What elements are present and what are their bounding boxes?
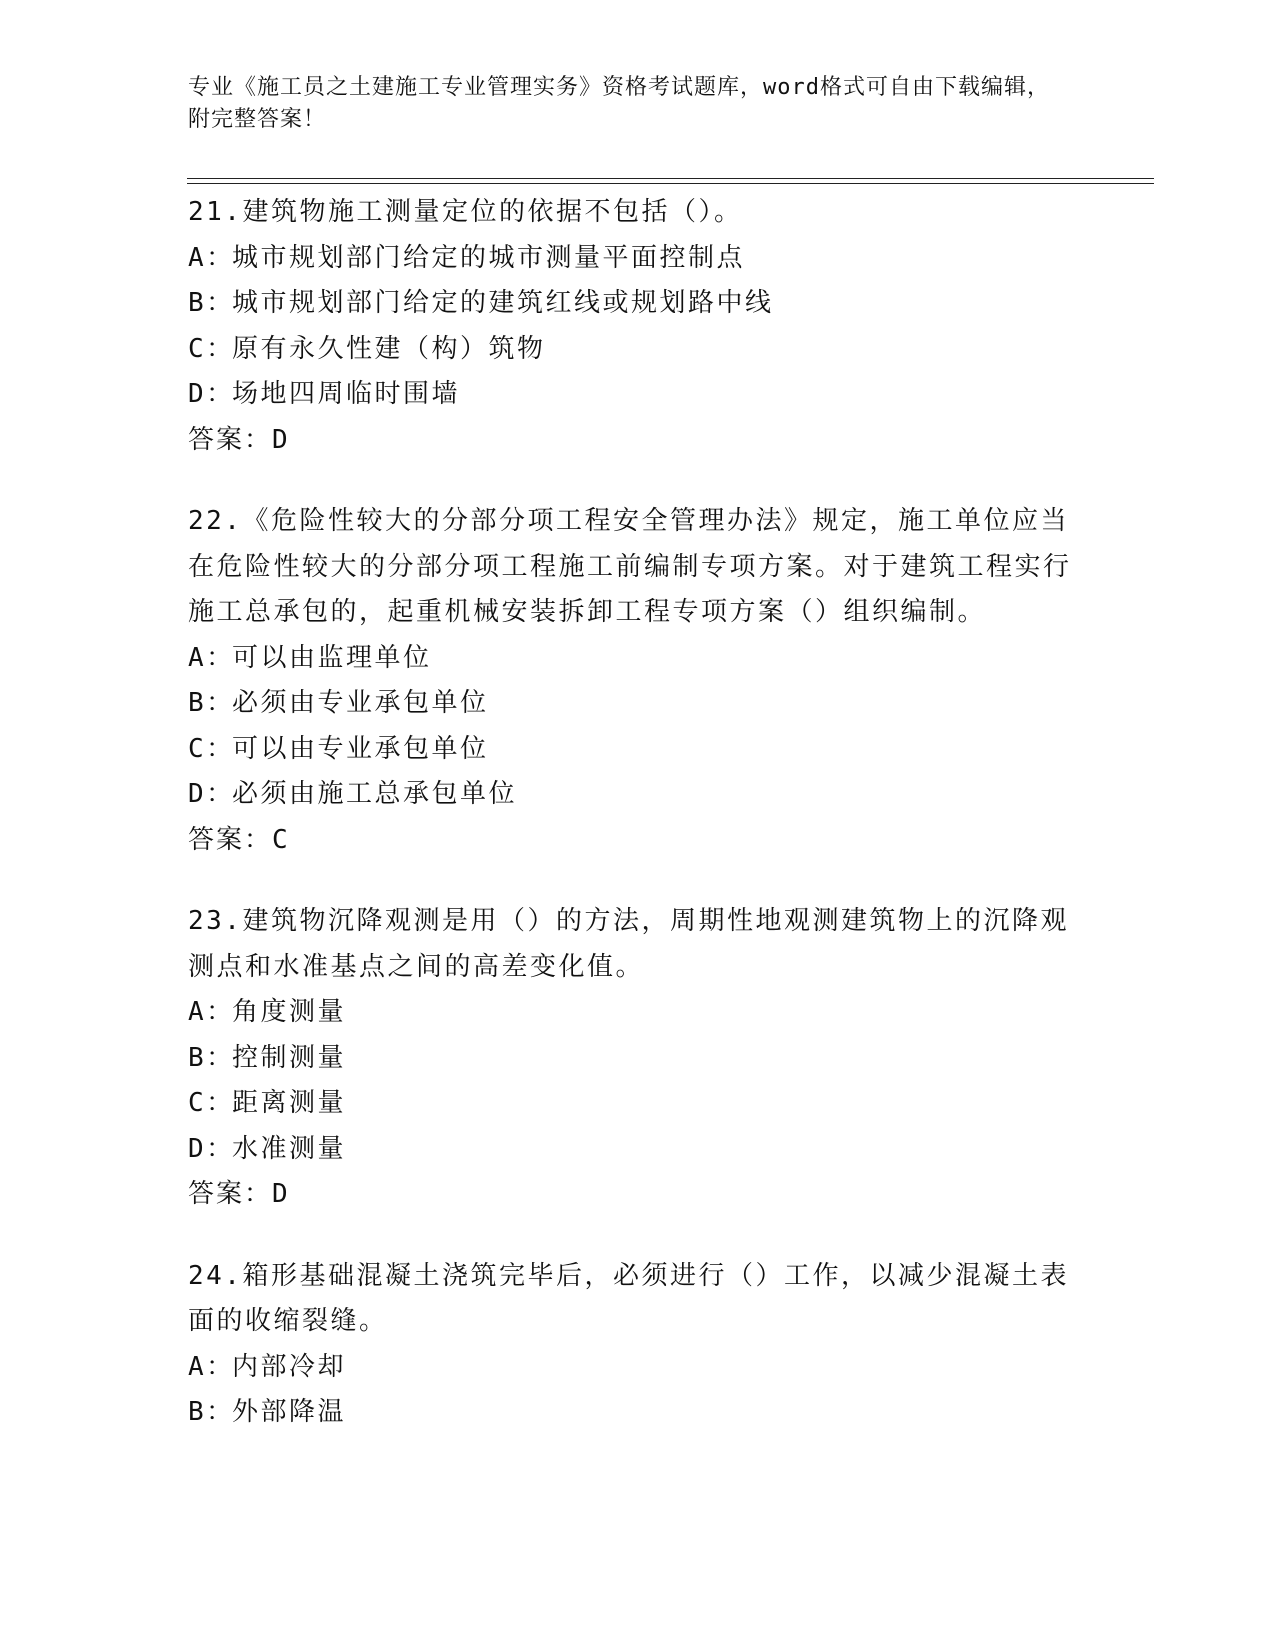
option-key: C： bbox=[188, 1088, 235, 1118]
option-text: 水准测量 bbox=[232, 1133, 347, 1164]
question-stem: 23.建筑物沉降观测是用（）的方法，周期性地观测建筑物上的沉降观测点和水准基点之间的高差变化值。 bbox=[188, 906, 1069, 982]
option-text: 内部冷却 bbox=[232, 1351, 347, 1382]
question-23 bbox=[188, 899, 1088, 1218]
option-a bbox=[188, 990, 1088, 1036]
option-text: 角度测量 bbox=[232, 997, 347, 1027]
option-c bbox=[188, 327, 1088, 373]
option-key: D： bbox=[188, 779, 235, 809]
answer-value: D bbox=[272, 1179, 288, 1209]
question-24 bbox=[188, 1254, 1088, 1436]
option-text: 必须由专业承包单位 bbox=[232, 688, 489, 718]
answer-label: 答案： bbox=[188, 824, 273, 855]
option-text: 城市规划部门给定的建筑红线或规划路中线 bbox=[232, 288, 774, 318]
option-key: A： bbox=[188, 642, 235, 673]
option-text: 可以由监理单位 bbox=[232, 642, 432, 673]
answer-value: D bbox=[272, 424, 288, 455]
option-text: 城市规划部门给定的城市测量平面控制点 bbox=[232, 242, 746, 273]
option-d bbox=[188, 372, 1088, 418]
option-key: D： bbox=[188, 379, 235, 409]
document-header: 专业《施工员之土建施工专业管理实务》资格考试题库，word格式可自由下载编辑，附完整答案！ bbox=[188, 75, 1050, 132]
answer-line bbox=[188, 818, 1088, 864]
option-d bbox=[188, 772, 1088, 818]
option-key: C： bbox=[188, 733, 235, 764]
answer-label: 答案： bbox=[188, 424, 273, 455]
option-b bbox=[188, 681, 1088, 727]
option-text: 场地四周临时围墙 bbox=[232, 379, 461, 409]
question-stem: 22.《危险性较大的分部分项工程安全管理办法》规定，施工单位应当在危险性较大的分部分项工程施工前编制专项方案。对于建筑工程实行施工总承包的，起重机械安装拆卸工程专项方案（）组织编制。 bbox=[188, 506, 1072, 627]
option-text: 必须由施工总承包单位 bbox=[232, 779, 518, 809]
option-key: C： bbox=[188, 333, 235, 364]
question-list bbox=[188, 190, 1088, 1472]
option-key: B： bbox=[188, 288, 235, 318]
question-stem: 24.箱形基础混凝土浇筑完毕后，必须进行（）工作，以减少混凝土表面的收缩裂缝。 bbox=[188, 1260, 1069, 1336]
option-text: 可以由专业承包单位 bbox=[232, 733, 489, 764]
option-a bbox=[188, 236, 1088, 282]
answer-line bbox=[188, 418, 1088, 464]
answer-label: 答案： bbox=[188, 1179, 273, 1209]
question-stem: 21.建筑物施工测量定位的依据不包括（）。 bbox=[188, 197, 743, 227]
option-key: B： bbox=[188, 1397, 235, 1427]
option-a bbox=[188, 636, 1088, 682]
option-text: 距离测量 bbox=[232, 1088, 347, 1118]
option-key: A： bbox=[188, 242, 235, 273]
option-b bbox=[188, 281, 1088, 327]
option-c bbox=[188, 727, 1088, 773]
option-text: 控制测量 bbox=[232, 1042, 347, 1073]
answer-value: C bbox=[272, 824, 288, 855]
option-key: D： bbox=[188, 1133, 235, 1164]
header-rule-bottom bbox=[187, 183, 1154, 184]
option-b bbox=[188, 1390, 1088, 1436]
option-key: B： bbox=[188, 688, 235, 718]
question-22 bbox=[188, 499, 1088, 863]
option-b bbox=[188, 1036, 1088, 1082]
option-text: 外部降温 bbox=[232, 1397, 347, 1427]
header-rule-top bbox=[187, 178, 1154, 179]
option-key: A： bbox=[188, 997, 235, 1027]
option-key: B： bbox=[188, 1042, 235, 1073]
option-text: 原有永久性建（构）筑物 bbox=[232, 333, 546, 364]
option-c bbox=[188, 1081, 1088, 1127]
answer-line bbox=[188, 1172, 1088, 1218]
option-d bbox=[188, 1127, 1088, 1173]
question-21 bbox=[188, 190, 1088, 463]
option-a bbox=[188, 1345, 1088, 1391]
option-key: A： bbox=[188, 1351, 235, 1382]
